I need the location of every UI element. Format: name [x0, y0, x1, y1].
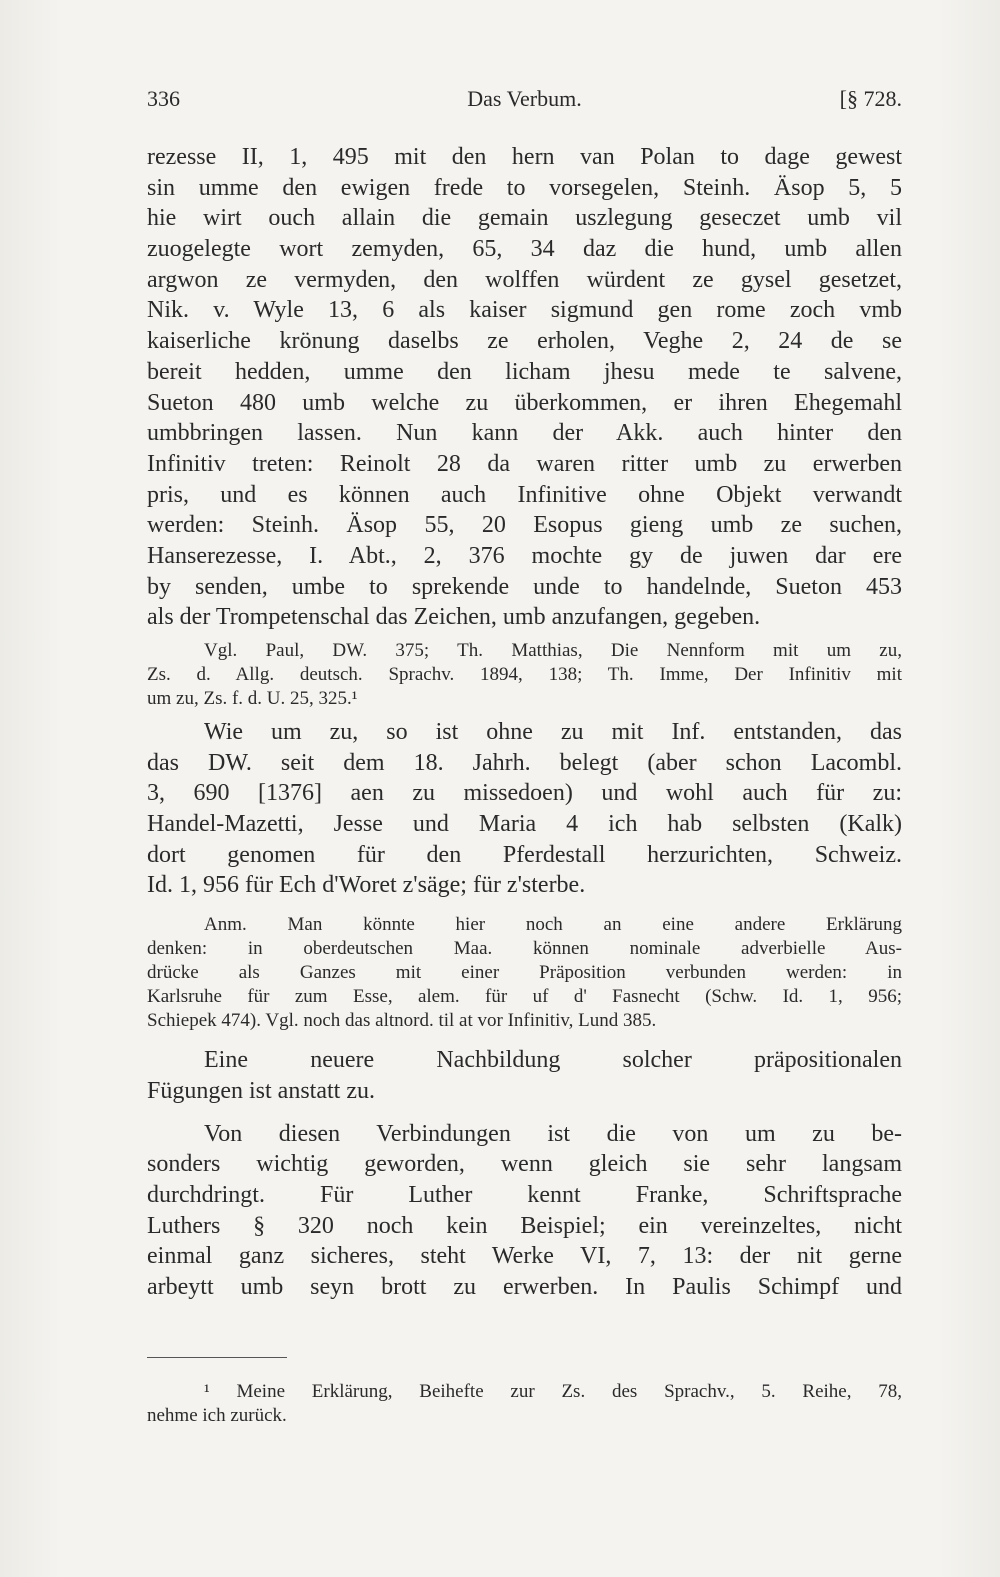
text-line: als der Trompetenschal das Zeichen, umb anzufangen, gegeben.: [147, 604, 761, 631]
text-line: Infinitiv treten: Reinolt 28 da waren ritter umb zu erwerben: [147, 450, 902, 477]
text-line: werden: Steinh. Äsop 55, 20 Esopus gieng umb ze suchen,: [147, 512, 902, 539]
section-number: [§ 728.: [839, 86, 902, 111]
text-line: durchdringt. Für Luther kennt Franke, Schriftsprache: [147, 1181, 902, 1208]
text-line: dort genomen für den Pferdestall herzurichten, Schweiz.: [147, 841, 902, 868]
footnote-divider: [147, 1357, 287, 1358]
text-line: das DW. seit dem 18. Jahrh. belegt (aber schon Lacombl.: [147, 749, 902, 776]
annotation-line: Schiepek 474). Vgl. noch das altnord. til at vor Infinitiv, Lund 385.: [147, 1010, 657, 1032]
text-line: Luthers § 320 noch kein Beispiel; ein vereinzeltes, nicht: [147, 1212, 902, 1239]
text-line: Id. 1, 956 für Ech d'Woret z'säge; für z'sterbe.: [147, 872, 586, 899]
text-line: 3, 690 [1376] aen zu missedoen) und wohl auch für zu:: [147, 780, 902, 807]
text-line: Sueton 480 umb welche zu überkommen, er ihren Ehegemahl: [147, 389, 902, 416]
text-line: pris, und es können auch Infinitive ohne Objekt verwandt: [147, 481, 902, 508]
text-line: zuogelegte wort zemyden, 65, 34 daz die hund, umb allen: [147, 236, 902, 263]
text-line: kaiserliche krönung daselbs ze erholen, Veghe 2, 24 de se: [147, 328, 902, 355]
text-line: bereit hedden, umme den licham jhesu mede te salvene,: [147, 358, 902, 385]
text-line: Fügungen ist anstatt zu.: [147, 1077, 375, 1104]
text-line: sonders wichtig geworden, wenn gleich sie sehr langsam: [147, 1151, 902, 1178]
reference-line: Vgl. Paul, DW. 375; Th. Matthias, Die Nennform mit um zu,: [204, 640, 902, 661]
annotation-line: Anm. Man könnte hier noch an eine andere Erklärung: [204, 914, 902, 936]
text-line: Von diesen Verbindungen ist die von um zu be-: [204, 1120, 902, 1147]
footnote-line: ¹ Meine Erklärung, Beihefte zur Zs. des Sprachv., 5. Reihe, 78,: [204, 1381, 902, 1402]
text-line: Eine neuere Nachbildung solcher präpositionalen: [204, 1047, 902, 1074]
footnote-line: nehme ich zurück.: [147, 1405, 287, 1426]
text-line: umbbringen lassen. Nun kann der Akk. auch hinter den: [147, 420, 902, 447]
text-line: einmal ganz sicheres, steht Werke VI, 7, 13: der nit gerne: [147, 1243, 902, 1270]
main-text: [147, 142, 902, 1303]
running-title: Das Verbum.: [467, 86, 582, 111]
text-line: Handel-Mazetti, Jesse und Maria 4 ich hab selbsten (Kalk): [147, 811, 902, 838]
page-number: 336: [147, 86, 180, 111]
text-line: sin umme den ewigen frede to vorsegelen, Steinh. Äsop 5, 5: [147, 174, 902, 201]
annotation-line: drücke als Ganzes mit einer Präposition verbunden werden: in: [147, 962, 902, 984]
text-line: hie wirt ouch allain die gemain uszlegung geseczet umb vil: [147, 205, 902, 232]
text-line: Hanserezesse, I. Abt., 2, 376 mochte gy de juwen dar ere: [147, 542, 902, 569]
annotation-line: Karlsruhe für zum Esse, alem. für uf d' Fasnecht (Schw. Id. 1, 956;: [147, 986, 902, 1008]
footnote: [147, 1380, 902, 1428]
annotation-line: denken: in oberdeutschen Maa. können nominale adverbielle Aus-: [147, 938, 902, 960]
reference-line: Zs. d. Allg. deutsch. Sprachv. 1894, 138; Th. Imme, Der Infinitiv mit: [147, 664, 902, 685]
text-line: argwon ze vermyden, den wolffen würdent ze gysel gesetzet,: [147, 266, 902, 293]
reference-line: um zu, Zs. f. d. U. 25, 325.¹: [147, 688, 358, 709]
text-line: by senden, umbe to sprekende unde to handelnde, Sueton 453: [147, 573, 902, 600]
text-line: rezesse II, 1, 495 mit den hern van Polan to dage gewest: [147, 144, 902, 170]
text-line: arbeytt umb seyn brott zu erwerben. In Paulis Schimpf und: [147, 1273, 902, 1300]
text-line: Nik. v. Wyle 13, 6 als kaiser sigmund gen rome zoch vmb: [147, 297, 902, 324]
page-header: [147, 86, 902, 116]
text-line: Wie um zu, so ist ohne zu mit Inf. entstanden, das: [204, 719, 902, 745]
